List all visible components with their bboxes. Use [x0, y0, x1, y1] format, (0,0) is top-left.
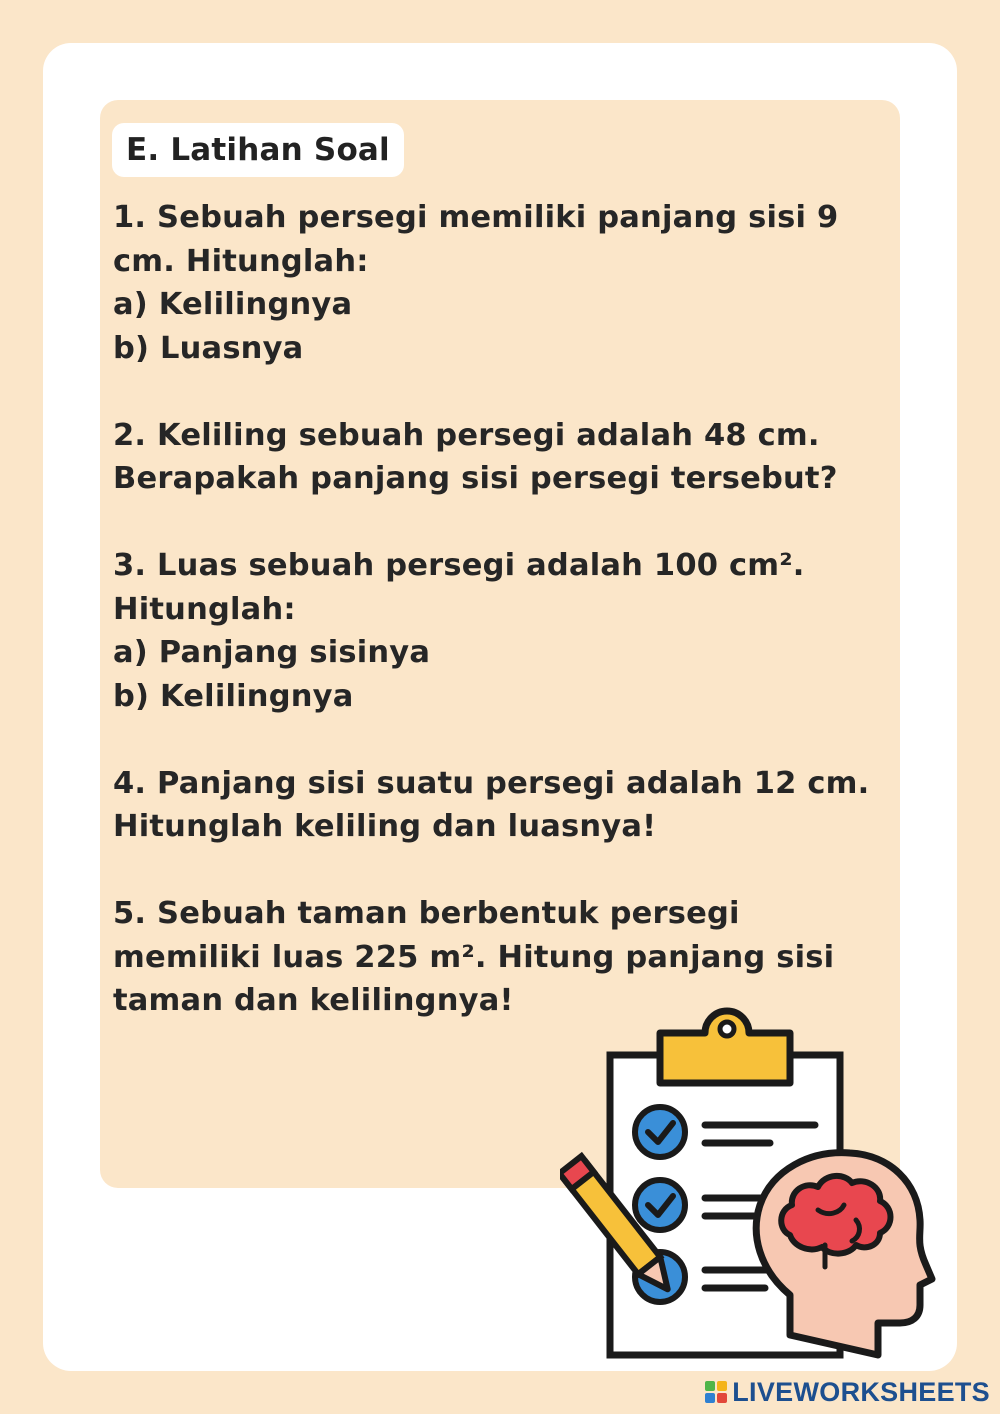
question-line: a) Kelilingnya: [113, 287, 353, 322]
question-item: [113, 196, 873, 370]
question-line: 1. Sebuah persegi memiliki panjang sisi 9: [113, 200, 839, 235]
question-line: memiliki luas 225 m². Hitung panjang sisi: [113, 939, 835, 975]
question-item: [113, 762, 873, 849]
question-line: Hitunglah:: [113, 591, 296, 627]
question-line: 4. Panjang sisi suatu persegi adalah 12 cm.: [113, 765, 870, 801]
question-line: Berapakah panjang sisi persegi tersebut?: [113, 461, 838, 496]
question-line: taman dan kelilingnya!: [113, 983, 514, 1018]
question-line: 3. Luas sebuah persegi adalah 100 cm².: [113, 548, 805, 583]
question-line: a) Panjang sisinya: [113, 635, 431, 670]
question-item: [113, 414, 873, 501]
liveworksheets-logo-icon: [704, 1380, 728, 1404]
clipboard-checklist-brain-icon: [560, 1005, 940, 1375]
question-line: cm. Hitunglah:: [113, 243, 369, 279]
brand-text: LIVEWORKSHEETS: [732, 1376, 990, 1407]
question-line: b) Luasnya: [113, 330, 304, 366]
question-item: [113, 544, 873, 718]
question-line: 5. Sebuah taman berbentuk persegi: [113, 896, 740, 931]
section-title: E. Latihan Soal: [112, 123, 404, 177]
liveworksheets-brand: [704, 1376, 990, 1408]
question-item: [113, 892, 873, 1023]
question-line: 2. Keliling sebuah persegi adalah 48 cm.: [113, 417, 820, 453]
question-line: b) Kelilingnya: [113, 678, 354, 714]
question-list: [113, 196, 873, 1066]
question-line: Hitunglah keliling dan luasnya!: [113, 809, 657, 844]
